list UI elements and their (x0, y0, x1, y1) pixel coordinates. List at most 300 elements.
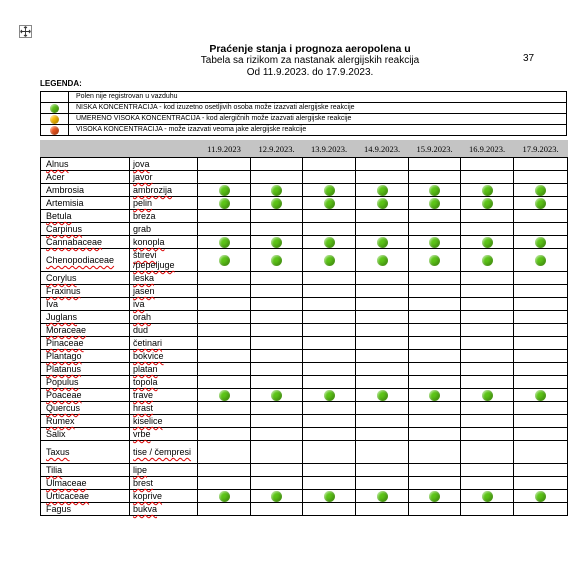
latin-name: Moraceae (46, 325, 87, 335)
legend-heading: LEGENDA: (40, 79, 82, 88)
latin-name: Cannabaceae (46, 237, 103, 247)
risk-cell (409, 236, 461, 249)
risk-cell (409, 272, 461, 285)
date-header: 11.9.2023 (198, 141, 251, 158)
latin-name-cell (41, 428, 130, 441)
risk-cell (356, 350, 409, 363)
risk-cell (303, 223, 356, 236)
risk-cell (303, 477, 356, 490)
risk-cell (356, 337, 409, 350)
local-name: brest (133, 478, 154, 488)
risk-cell (409, 428, 461, 441)
risk-cell (303, 441, 356, 464)
green-dot-icon (219, 491, 230, 502)
risk-cell (198, 503, 251, 516)
table-row (41, 363, 568, 376)
risk-cell (251, 490, 303, 503)
risk-cell (198, 236, 251, 249)
local-name: platan (133, 364, 158, 374)
table-row (41, 464, 568, 477)
latin-name-cell (41, 249, 130, 272)
yellow-dot-icon (50, 115, 59, 124)
risk-cell (251, 158, 303, 171)
risk-cell (461, 464, 514, 477)
risk-cell (198, 490, 251, 503)
risk-cell (514, 158, 568, 171)
risk-cell (409, 158, 461, 171)
risk-cell (303, 197, 356, 210)
table-row (41, 415, 568, 428)
latin-name-cell (41, 402, 130, 415)
risk-cell (251, 285, 303, 298)
risk-cell (461, 350, 514, 363)
latin-name: Poaceae (46, 390, 82, 400)
risk-cell (303, 210, 356, 223)
latin-name: Acer (46, 172, 65, 182)
latin-name-cell (41, 298, 130, 311)
local-name: tise / čempresi (133, 447, 192, 457)
risk-cell (461, 311, 514, 324)
risk-cell (251, 428, 303, 441)
risk-cell (198, 477, 251, 490)
legend-swatch-cell (41, 103, 69, 114)
latin-name-cell (41, 158, 130, 171)
risk-cell (303, 311, 356, 324)
risk-cell (198, 389, 251, 402)
latin-name: Fagus (46, 504, 72, 514)
local-name: konopla (133, 237, 165, 247)
risk-cell (461, 236, 514, 249)
green-dot-icon (271, 185, 282, 196)
local-name: jova (133, 159, 150, 169)
latin-name: Betula (46, 211, 72, 221)
latin-name-cell (41, 285, 130, 298)
risk-cell (356, 236, 409, 249)
header-blank (130, 141, 198, 158)
risk-cell (303, 490, 356, 503)
local-name-cell (130, 272, 198, 285)
risk-cell (514, 441, 568, 464)
table-row (41, 350, 568, 363)
risk-cell (461, 428, 514, 441)
risk-cell (198, 402, 251, 415)
risk-cell (409, 464, 461, 477)
risk-cell (514, 210, 568, 223)
risk-cell (303, 503, 356, 516)
latin-name-cell (41, 477, 130, 490)
risk-cell (303, 402, 356, 415)
risk-cell (409, 298, 461, 311)
table-row (41, 272, 568, 285)
table-row (41, 223, 568, 236)
risk-cell (461, 402, 514, 415)
legend-swatch-cell (41, 125, 69, 136)
local-name-cell (130, 311, 198, 324)
local-name: četinari (133, 338, 163, 348)
risk-cell (198, 298, 251, 311)
risk-cell (356, 249, 409, 272)
table-row (41, 477, 568, 490)
risk-cell (198, 272, 251, 285)
latin-name: Chenopodiaceae (46, 255, 115, 265)
latin-name: Urticaceae (46, 491, 90, 501)
risk-cell (303, 464, 356, 477)
risk-cell (356, 324, 409, 337)
risk-cell (251, 249, 303, 272)
risk-cell (409, 376, 461, 389)
risk-cell (251, 210, 303, 223)
risk-cell (409, 210, 461, 223)
risk-cell (514, 464, 568, 477)
latin-name-cell (41, 311, 130, 324)
table-row (41, 503, 568, 516)
date-header: 16.9.2023. (461, 141, 514, 158)
latin-name-cell (41, 441, 130, 464)
local-name: ambrozija (133, 185, 173, 195)
risk-cell (198, 210, 251, 223)
latin-name-cell (41, 272, 130, 285)
risk-cell (251, 272, 303, 285)
green-dot-icon (429, 237, 440, 248)
risk-cell (356, 158, 409, 171)
risk-cell (356, 363, 409, 376)
green-dot-icon (219, 237, 230, 248)
latin-name-cell (41, 236, 130, 249)
local-name: kiselice (133, 416, 163, 426)
risk-cell (251, 363, 303, 376)
risk-cell (409, 337, 461, 350)
green-dot-icon (271, 198, 282, 209)
green-dot-icon (271, 237, 282, 248)
risk-cell (461, 158, 514, 171)
risk-cell (461, 503, 514, 516)
latin-name: Ambrosia (46, 185, 85, 195)
local-name: breza (133, 211, 156, 221)
risk-cell (303, 298, 356, 311)
document-period: Od 11.9.2023. do 17.9.2023. (246, 67, 374, 78)
green-dot-icon (535, 491, 546, 502)
risk-cell (356, 223, 409, 236)
green-dot-icon (482, 237, 493, 248)
local-name-cell (130, 477, 198, 490)
risk-cell (461, 249, 514, 272)
green-dot-icon (271, 390, 282, 401)
risk-cell (409, 171, 461, 184)
risk-cell (356, 477, 409, 490)
risk-cell (514, 324, 568, 337)
green-dot-icon (377, 390, 388, 401)
local-name: javor (133, 172, 153, 182)
risk-cell (514, 402, 568, 415)
green-dot-icon (377, 185, 388, 196)
latin-name: Tilia (46, 465, 63, 475)
risk-cell (514, 311, 568, 324)
local-name-cell (130, 415, 198, 428)
risk-cell (356, 272, 409, 285)
risk-cell (198, 197, 251, 210)
latin-name-cell (41, 503, 130, 516)
green-dot-icon (324, 185, 335, 196)
green-dot-icon (429, 255, 440, 266)
legend-text: UMERENO VISOKA KONCENTRACIJA - kod alergičnih može izazvati alergijske reakcije (69, 114, 567, 125)
risk-cell (303, 350, 356, 363)
local-name-cell (130, 490, 198, 503)
risk-cell (461, 210, 514, 223)
risk-cell (303, 249, 356, 272)
green-dot-icon (482, 185, 493, 196)
risk-cell (198, 171, 251, 184)
risk-cell (251, 376, 303, 389)
risk-cell (356, 415, 409, 428)
local-name-cell (130, 376, 198, 389)
local-name: grab (133, 224, 152, 234)
risk-cell (251, 223, 303, 236)
legend-text: Polen nije registrovan u vazduhu (69, 92, 567, 103)
latin-name-cell (41, 324, 130, 337)
table-row (41, 402, 568, 415)
local-name-cell (130, 298, 198, 311)
local-name-cell (130, 158, 198, 171)
risk-cell (514, 350, 568, 363)
local-name-cell (130, 236, 198, 249)
local-name-cell (130, 363, 198, 376)
local-name: hrast (133, 403, 154, 413)
table-row (41, 171, 568, 184)
risk-cell (514, 415, 568, 428)
green-dot-icon (535, 185, 546, 196)
risk-cell (251, 464, 303, 477)
risk-cell (409, 503, 461, 516)
green-dot-icon (535, 255, 546, 266)
green-dot-icon (219, 390, 230, 401)
latin-name-cell (41, 350, 130, 363)
risk-cell (356, 402, 409, 415)
local-name: štirevi /pepeljuge (133, 250, 175, 270)
latin-name: Juglans (46, 312, 78, 322)
risk-cell (409, 249, 461, 272)
local-name: jasen (133, 286, 155, 296)
risk-cell (251, 350, 303, 363)
risk-cell (356, 197, 409, 210)
latin-name-cell (41, 376, 130, 389)
table-row (41, 249, 568, 272)
risk-cell (409, 311, 461, 324)
risk-cell (409, 285, 461, 298)
table-row (41, 441, 568, 464)
risk-cell (409, 415, 461, 428)
green-dot-icon (535, 390, 546, 401)
table-row (41, 389, 568, 402)
local-name-cell (130, 210, 198, 223)
risk-cell (198, 428, 251, 441)
risk-cell (356, 376, 409, 389)
legend-row (41, 114, 567, 125)
risk-cell (198, 441, 251, 464)
risk-cell (303, 324, 356, 337)
local-name-cell (130, 184, 198, 197)
risk-cell (198, 223, 251, 236)
risk-cell (514, 285, 568, 298)
local-name-cell (130, 337, 198, 350)
risk-cell (251, 402, 303, 415)
risk-cell (356, 184, 409, 197)
latin-name-cell (41, 337, 130, 350)
local-name-cell (130, 464, 198, 477)
green-dot-icon (324, 237, 335, 248)
risk-cell (251, 389, 303, 402)
latin-name-cell (41, 171, 130, 184)
risk-cell (461, 184, 514, 197)
latin-name: Plantago (46, 351, 82, 361)
risk-cell (514, 490, 568, 503)
risk-cell (514, 428, 568, 441)
latin-name-cell (41, 210, 130, 223)
risk-cell (514, 184, 568, 197)
latin-name: Pinaceae (46, 338, 84, 348)
risk-cell (514, 236, 568, 249)
risk-cell (514, 363, 568, 376)
date-header: 15.9.2023. (409, 141, 461, 158)
table-row (41, 285, 568, 298)
latin-name-cell (41, 490, 130, 503)
latin-name: Taxus (46, 447, 70, 457)
local-name-cell (130, 402, 198, 415)
date-header: 14.9.2023. (356, 141, 409, 158)
local-name: koprive (133, 491, 163, 501)
green-dot-icon (535, 237, 546, 248)
risk-cell (198, 363, 251, 376)
risk-cell (461, 197, 514, 210)
green-dot-icon (377, 198, 388, 209)
risk-cell (409, 223, 461, 236)
pollen-risk-table (40, 140, 568, 516)
green-dot-icon (219, 185, 230, 196)
risk-cell (198, 249, 251, 272)
risk-cell (198, 158, 251, 171)
risk-cell (409, 350, 461, 363)
latin-name-cell (41, 184, 130, 197)
date-header: 17.9.2023. (514, 141, 568, 158)
risk-cell (303, 415, 356, 428)
risk-cell (303, 158, 356, 171)
risk-cell (356, 441, 409, 464)
risk-cell (409, 477, 461, 490)
risk-cell (461, 337, 514, 350)
green-dot-icon (482, 255, 493, 266)
risk-cell (409, 324, 461, 337)
green-dot-icon (377, 237, 388, 248)
table-move-handle-icon[interactable] (19, 25, 32, 38)
green-dot-icon (219, 255, 230, 266)
risk-cell (409, 184, 461, 197)
page-number: 37 (523, 53, 535, 64)
risk-cell (461, 223, 514, 236)
local-name: topola (133, 377, 158, 387)
green-dot-icon (482, 390, 493, 401)
risk-cell (356, 428, 409, 441)
risk-cell (303, 285, 356, 298)
risk-cell (356, 311, 409, 324)
risk-cell (303, 184, 356, 197)
green-dot-icon (271, 491, 282, 502)
risk-cell (198, 311, 251, 324)
local-name: vrbe (133, 429, 151, 439)
legend-text: NISKA KONCENTRACIJA - kod izuzetno osetljivih osoba može izazvati alergijske reakcije (69, 103, 567, 114)
risk-cell (198, 324, 251, 337)
risk-cell (251, 197, 303, 210)
risk-cell (356, 210, 409, 223)
risk-cell (303, 171, 356, 184)
date-header: 13.9.2023. (303, 141, 356, 158)
risk-cell (303, 428, 356, 441)
risk-cell (198, 337, 251, 350)
latin-name: Iva (46, 299, 59, 309)
risk-cell (514, 503, 568, 516)
risk-cell (514, 376, 568, 389)
latin-name: Carpinus (46, 224, 83, 234)
risk-cell (356, 490, 409, 503)
local-name-cell (130, 249, 198, 272)
latin-name: Platanus (46, 364, 82, 374)
risk-cell (514, 337, 568, 350)
local-name: orah (133, 312, 152, 322)
latin-name: Fraxinus (46, 286, 81, 296)
risk-cell (198, 285, 251, 298)
risk-cell (461, 490, 514, 503)
latin-name: Quercus (46, 403, 81, 413)
date-header-row (41, 141, 568, 158)
latin-name-cell (41, 464, 130, 477)
risk-cell (409, 197, 461, 210)
risk-cell (356, 464, 409, 477)
risk-cell (461, 171, 514, 184)
legend-table (40, 91, 567, 136)
header-blank (41, 141, 130, 158)
latin-name-cell (41, 389, 130, 402)
green-dot-icon (271, 255, 282, 266)
green-dot-icon (429, 390, 440, 401)
local-name: dud (133, 325, 149, 335)
risk-cell (198, 184, 251, 197)
local-name-cell (130, 171, 198, 184)
risk-cell (251, 311, 303, 324)
risk-cell (461, 272, 514, 285)
table-row (41, 324, 568, 337)
local-name: pelin (133, 198, 153, 208)
local-name-cell (130, 441, 198, 464)
green-dot-icon (535, 198, 546, 209)
risk-cell (356, 298, 409, 311)
green-dot-icon (50, 104, 59, 113)
risk-cell (514, 223, 568, 236)
local-name: leska (133, 273, 155, 283)
local-name: lipe (133, 465, 148, 475)
risk-cell (356, 171, 409, 184)
green-dot-icon (482, 198, 493, 209)
risk-cell (198, 350, 251, 363)
risk-cell (461, 441, 514, 464)
latin-name: Artemisia (46, 198, 84, 208)
risk-cell (303, 376, 356, 389)
risk-cell (461, 477, 514, 490)
risk-cell (356, 389, 409, 402)
green-dot-icon (324, 390, 335, 401)
local-name-cell (130, 285, 198, 298)
local-name: bukva (133, 504, 158, 514)
green-dot-icon (377, 491, 388, 502)
local-name-cell (130, 223, 198, 236)
risk-cell (514, 389, 568, 402)
